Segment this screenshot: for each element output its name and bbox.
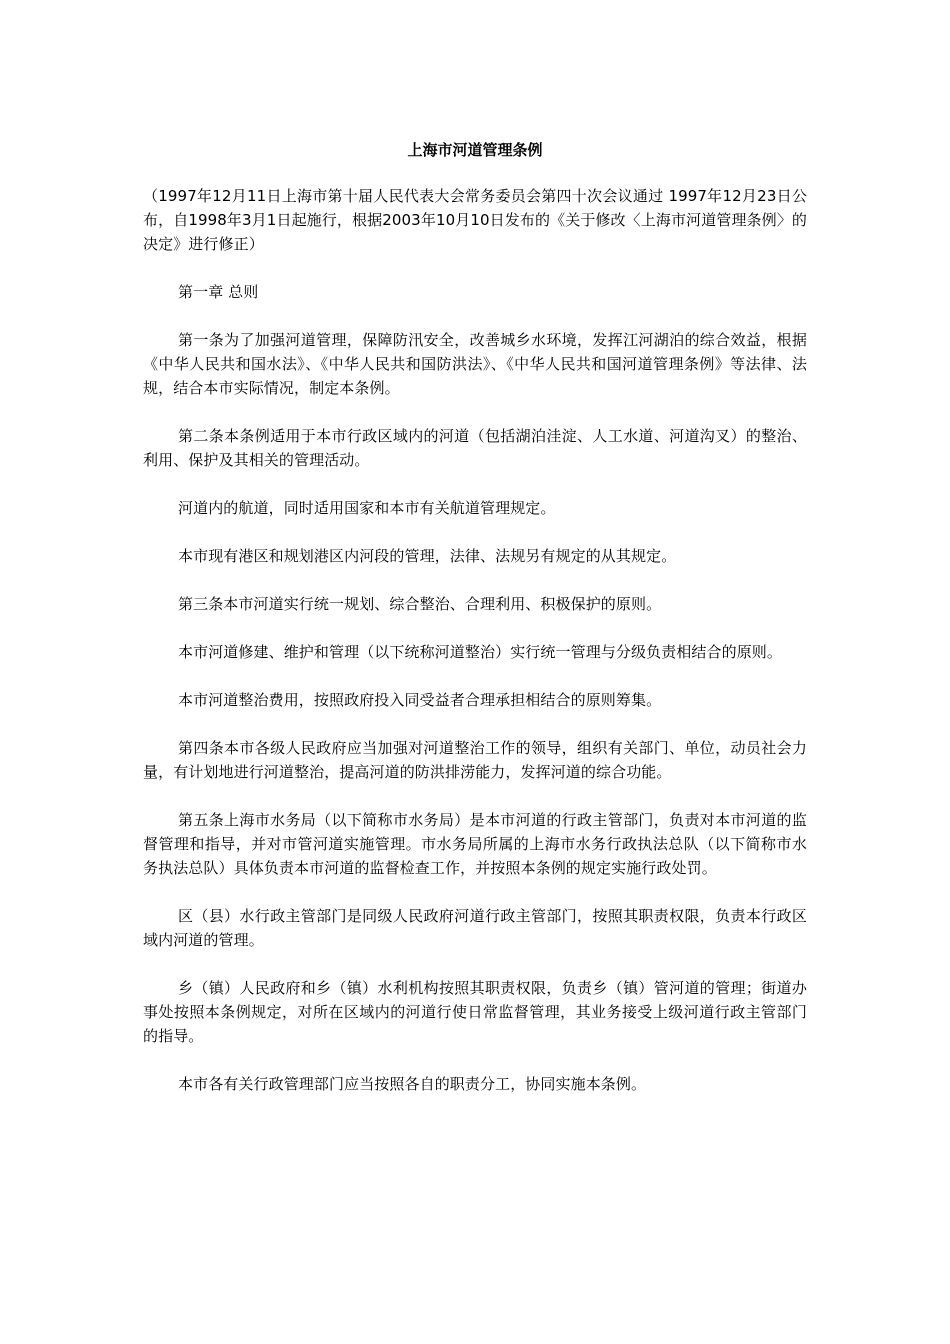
article-2: 第二条本条例适用于本市行政区域内的河道（包括湖泊洼淀、人工水道、河道沟叉）的整治、利用、保护及其相关的管理活动。 <box>143 427 807 469</box>
document-body <box>143 184 807 1120</box>
article-5: 第五条上海市水务局（以下简称市水务局）是本市河道的行政主管部门，负责对本市河道的监督管理和指导，并对市管河道实施管理。市水务局所属的上海市水务行政执法总队（以下简称市水务执法总队）具体负责本市河道的监督检查工作，并按照本条例的规定实施行政处罚。 <box>143 811 807 877</box>
article-2-para-2: 河道内的航道，同时适用国家和本市有关航道管理规定。 <box>178 499 556 517</box>
article-5-para-3: 乡（镇）人民政府和乡（镇）水利机构按照其职责权限，负责乡（镇）管河道的管理；街道办事处按照本条例规定，对所在区域内的河道行使日常监督管理，其业务接受上级河道行政主管部门的指导。 <box>143 979 807 1045</box>
article-3-para-3: 本市河道整治费用，按照政府投入同受益者合理承担相结合的原则筹集。 <box>178 691 662 709</box>
document-title: 上海市河道管理条例 <box>407 141 543 159</box>
preamble: （1997年12月11日上海市第十届人民代表大会常务委员会第四十次会议通过 1997年12月23日公布，自1998年3月1日起施行，根据2003年10月10日发布的《关于修改〈上海市河道管理条例〉的决定》进行修正） <box>143 187 807 253</box>
article-1: 第一条为了加强河道管理，保障防汛安全，改善城乡水环境，发挥江河湖泊的综合效益，根据《中华人民共和国水法》、《中华人民共和国防洪法》、《中华人民共和国河道管理条例》等法律、法规，结合本市实际情况，制定本条例。 <box>143 331 807 397</box>
chapter-heading: 第一章 总则 <box>178 283 259 301</box>
article-4: 第四条本市各级人民政府应当加强对河道整治工作的领导，组织有关部门、单位，动员社会力量，有计划地进行河道整治，提高河道的防洪排涝能力，发挥河道的综合功能。 <box>143 739 807 781</box>
article-5-para-4: 本市各有关行政管理部门应当按照各自的职责分工，协同实施本条例。 <box>178 1075 647 1093</box>
article-3-para-2: 本市河道修建、维护和管理（以下统称河道整治）实行统一管理与分级负责相结合的原则。 <box>178 643 783 661</box>
article-2-para-3: 本市现有港区和规划港区内河段的管理，法律、法规另有规定的从其规定。 <box>178 547 677 565</box>
article-3: 第三条本市河道实行统一规划、综合整治、合理利用、积极保护的原则。 <box>178 595 662 613</box>
article-5-para-2: 区（县）水行政主管部门是同级人民政府河道行政主管部门，按照其职责权限，负责本行政区域内河道的管理。 <box>143 907 807 949</box>
